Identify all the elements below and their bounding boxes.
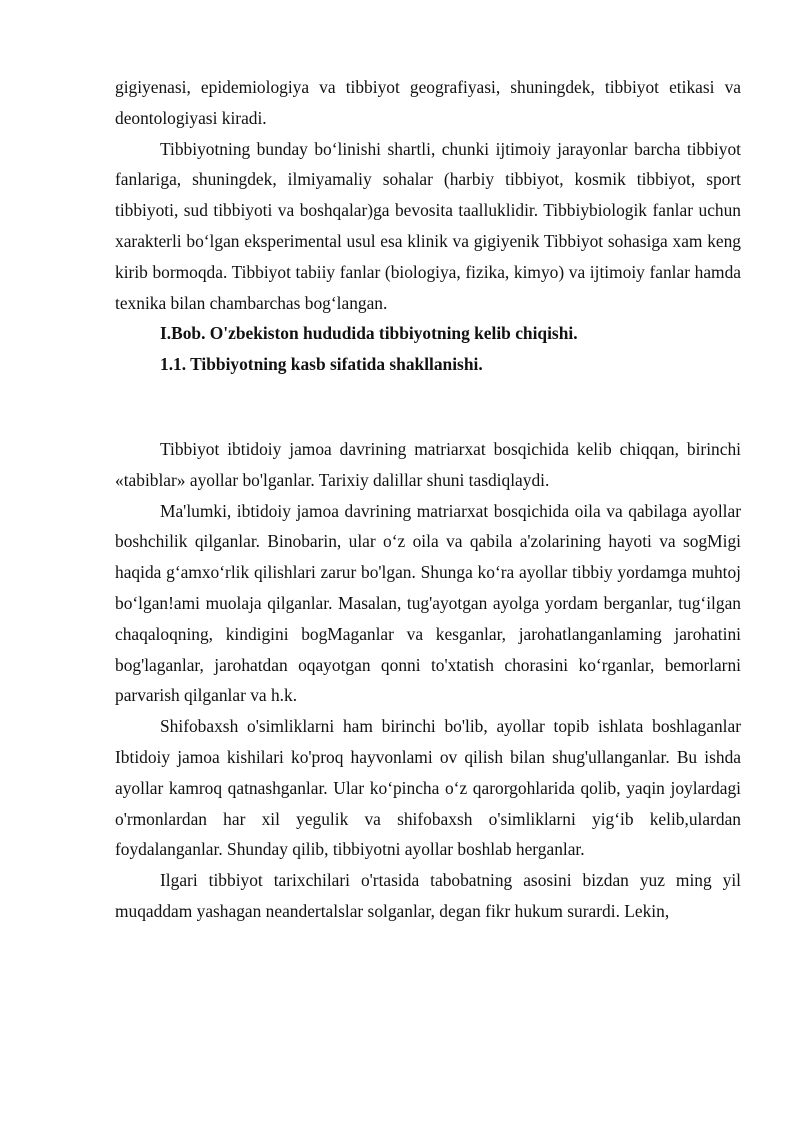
paragraph-historians: Ilgari tibbiyot tarixchilari o'rtasida tabobatning asosini bizdan yuz ming yil muqaddam yashagan neandertalslar solganlar, degan fikr hukum surardi. Lekin, [115,870,741,921]
paragraph-continuation: gigiyenasi, epidemiologiya va tibbiyot geografiyasi, shuningdek, tibbiyot etikasi va deontologiyasi kiradi. [115,77,741,128]
paragraph-origin: Tibbiyot ibtidoiy jamoa davrining matriarxat bosqichida kelib chiqqan, birinchi «tabiblar» ayollar bo'lganlar. Tarixiy dalillar shuni tasdiqlaydi. [115,438,741,490]
paragraph-medicinal-plants: Shifobaxsh o'simliklarni ham birinchi bo'lib, ayollar topib ishlata boshlaganlar Ibtidoiy jamoa kishilari ko'proq hayvonlami ov qilish bilan shug'ullanganlar. Bu ishda ayollar kamroq qatnashganlar. Ular ko‘pincha o‘z qarorgohlarida qolib, yaqin joylardagi o'rmonlardan har xil yegulik va shifobaxsh o'simliklarni yig‘ib kelib,ulardan foydalanganlar. Shunday qilib, tibbiyotni ayollar boshlab herganlar. [115,716,741,860]
paragraph-matriarchy: Ma'lumki, ibtidoiy jamoa davrining matriarxat bosqichida oila va qabilaga ayollar boshchilik qilganlar. Binobarin, ular o‘z oila va qabila a'zolarining hayoti va sogMigi haqida g‘amxo‘rlik qilishlari zarur bo'lgan. Shunga ko‘ra ayollar tibbiy yordamga muhtoj bo‘lgan!ami muolaja qilganlar. Masalan, tug'ayotgan ayolga yordam berganlar, tug‘ilgan chaqaloqning, kindigini bogMaganlar va kesganlar, jarohatlanganlaming jarohatini bog'laganlar, jarohatdan oqayotgan qonni to'xtatish chorasini ko‘rganlar, bemorlarni parvarish qilganlar va h.k. [115,500,741,706]
document-body [115,72,741,927]
paragraph-medicine-division: Tibbiyotning bunday bo‘linishi shartli, chunki ijtimoiy jarayonlar barcha tibbiyot fanlariga, shuningdek, ilmiyamaliy sohalar (harbiy tibbiyot, kosmik tibbiyot, sport tibbiyoti, sud tibbiyoti va boshqalar)ga bevosita taalluklidir. Tibbiybiologik fanlar uchun xarakterli bo‘lgan eksperimental usul esa klinik va gigiyenik Tibbiyot sohasiga xam keng kirib bormoqda. Tibbiyot tabiiy fanlar (biologiya, fizika, kimyo) va ijtimoiy fanlar hamda texnika bilan chambarchas bog‘langan. [115,138,741,313]
section-heading: 1.1. Tibbiyotning kasb sifatida shakllanishi. [160,354,483,375]
section-spacer [115,380,741,434]
chapter-heading: I.Bob. O'zbekiston hududida tibbiyotning kelib chiqishi. [160,323,578,344]
